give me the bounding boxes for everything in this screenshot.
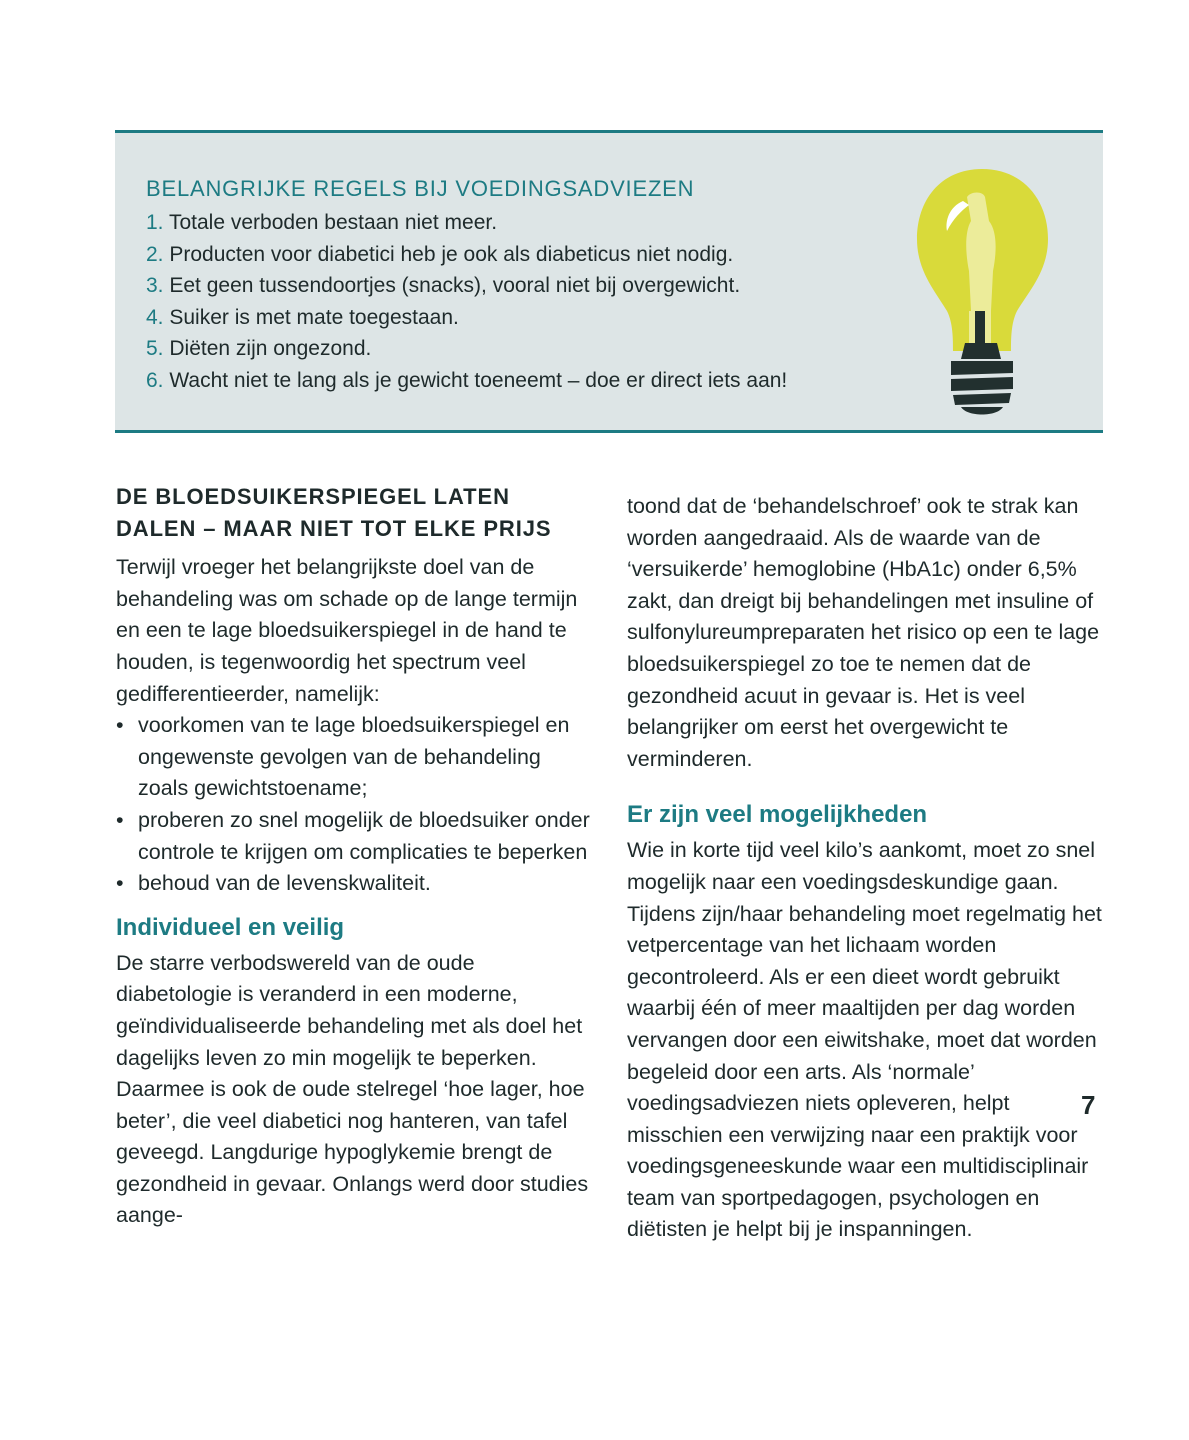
rule-text: Eet geen tussendoortjes (snacks), vooral niet bij overgewicht. [169, 274, 741, 298]
continuation-paragraph: toond dat de ‘behandelschroef’ ook te strak kan worden aangedraaid. Als de waarde van de ‘versuikerde’ hemoglobine (HbA1c) onder 6,5% zakt, dan dreigt bij behandelingen met insuline of sulfonylureumpreparaten het risico op een te lage bloedsuikerspiegel zo toe te nemen dat de gezondheid acuut in gevaar is. Het is veel belangrijker om eerst het overgewicht te verminderen. [627, 494, 1100, 771]
rules-list [146, 207, 787, 397]
list-item: • behoud van de levenskwaliteit. [116, 868, 596, 900]
rule-number: 1. [146, 211, 164, 234]
rule-text: Producten voor diabetici heb je ook als diabeticus niet nodig. [169, 242, 734, 266]
rule-number: 4. [146, 305, 164, 329]
rule-item [146, 239, 787, 271]
bullet-list [116, 710, 596, 900]
rule-item [146, 302, 787, 334]
right-column [627, 491, 1107, 1246]
lightbulb-icon [905, 161, 1060, 421]
rule-item [146, 333, 787, 365]
rule-item [146, 365, 787, 397]
info-box-title: BELANGRIJKE REGELS BIJ VOEDINGSADVIEZEN [146, 176, 695, 201]
page-number: 7 [1081, 1090, 1096, 1120]
info-box [115, 130, 1103, 433]
list-item: • proberen zo snel mogelijk de bloedsuiker onder controle te krijgen om complicaties te beperken [116, 805, 596, 868]
section-heading: DE BLOEDSUIKERSPIEGEL LATEN DALEN – MAAR NIET TOT ELKE PRIJS [116, 484, 552, 541]
list-item: • voorkomen van te lage bloedsuikerspiegel en ongewenste gevolgen van de behandeling zoals gewichtstoename; [116, 710, 596, 805]
rule-item [146, 207, 787, 239]
rule-text: Suiker is met mate toegestaan. [169, 305, 459, 329]
left-column [116, 481, 596, 1232]
rule-text: Totale verboden bestaan niet meer. [168, 211, 498, 234]
body-paragraph: De starre verbodswereld van de oude diabetologie is veranderd in een moderne, geïndividualiseerde behandeling met als doel het dagelijks leven zo min mogelijk te beperken. Daarmee is ook de oude stelregel ‘hoe lager, hoe beter’, die veel diabetici nog hanteren, van tafel geveegd. Langdurige hypoglykemie brengt de gezondheid in gevaar. Onlangs werd door studies aange- [116, 950, 589, 1228]
rule-number: 5. [146, 337, 164, 361]
body-paragraph: Wie in korte tijd veel kilo’s aankomt, moet zo snel mogelijk naar een voedingsdeskundige gaan. Tijdens zijn/haar behandeling moet regelmatig het vetpercentage van het lichaam worden gecontroleerd. Als er een dieet wordt gebruikt waarbij één of meer maaltijden per dag worden vervangen door een eiwitshake, moet dat worden begeleid door een arts. Als ‘normale’ voedingsadviezen niets opleveren, helpt misschien een verwijzing naar een praktijk voor voedingsgeneeskunde waar een multidisciplinair team van sportpedagogen, psychologen en diëtisten je helpt bij je inspanningen. [627, 838, 1102, 1242]
rule-item [146, 270, 787, 302]
rule-number: 3. [146, 274, 164, 298]
rule-number: 2. [146, 242, 164, 266]
rule-text: Wacht niet te lang als je gewicht toeneemt – doe er direct iets aan! [169, 368, 788, 392]
subheading: Er zijn veel mogelijkheden [627, 801, 928, 829]
subheading: Individueel en veilig [116, 913, 345, 941]
rule-text: Diëten zijn ongezond. [169, 337, 372, 361]
intro-paragraph: Terwijl vroeger het belangrijkste doel van de behandeling was om schade op de lange termijn en een te lage bloedsuikerspiegel in de hand te houden, is tegenwoordig het spectrum veel gedifferentieerder, namelijk: [116, 555, 578, 706]
rule-number: 6. [146, 368, 164, 392]
